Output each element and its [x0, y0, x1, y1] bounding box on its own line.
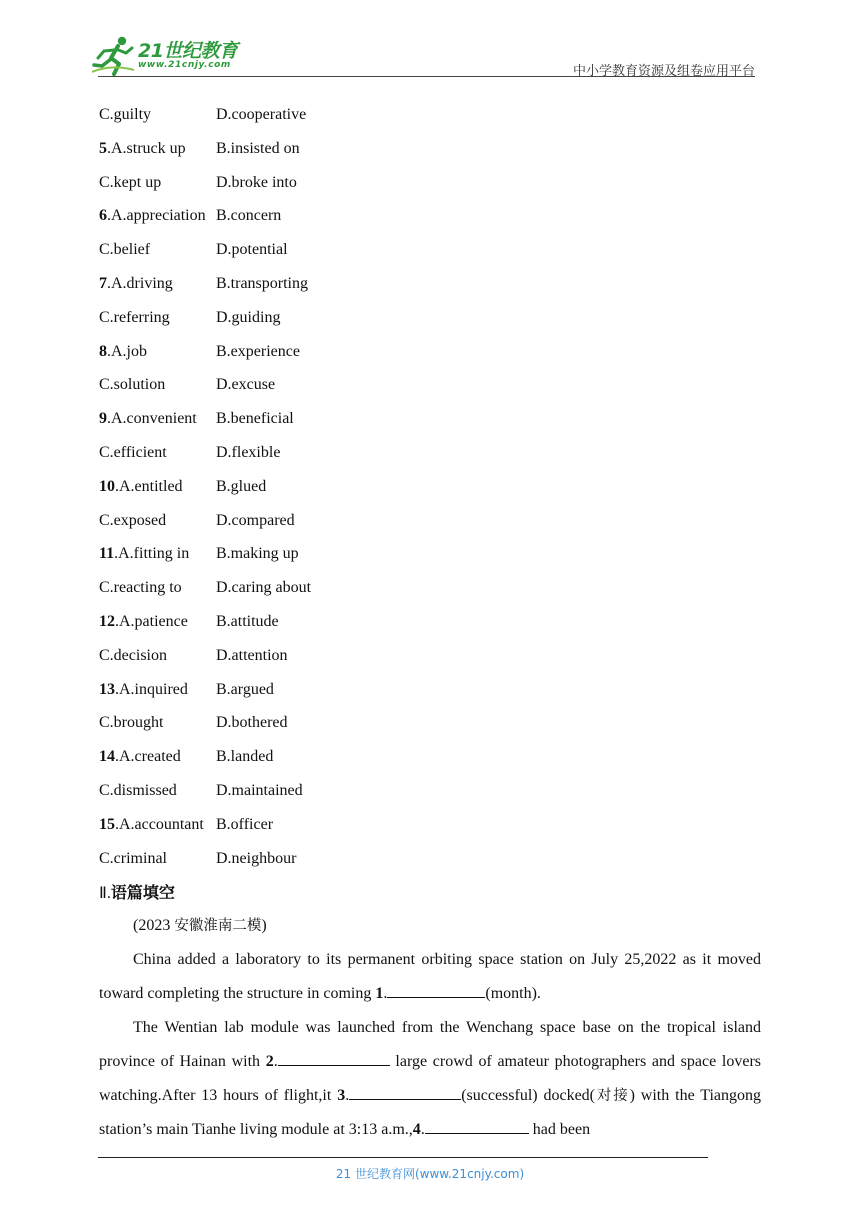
source-name: 安徽淮南二模	[174, 918, 262, 934]
question-number: 6	[99, 207, 107, 225]
option-left	[99, 679, 216, 701]
option-text: C.efficient	[99, 443, 167, 461]
section-title-text: 语篇填空	[110, 883, 175, 902]
option-row	[99, 408, 311, 442]
option-left	[99, 577, 216, 599]
running-man-logo-icon	[92, 34, 136, 76]
answer-blank-4[interactable]	[425, 1116, 529, 1134]
option-row	[99, 341, 311, 375]
option-text: C.exposed	[99, 511, 167, 529]
option-right: B.glued	[216, 477, 267, 495]
option-row	[99, 374, 311, 408]
option-right: D.maintained	[216, 781, 303, 799]
option-row	[99, 239, 311, 273]
option-row	[99, 442, 311, 476]
page-header	[0, 0, 860, 80]
option-left	[99, 645, 216, 667]
answer-options-list	[99, 104, 311, 881]
option-left	[99, 273, 216, 295]
question-number: 14	[99, 748, 115, 766]
footer-divider	[98, 1157, 708, 1158]
option-row	[99, 611, 311, 645]
option-row	[99, 577, 311, 611]
blank-number-2: 2	[265, 1052, 274, 1070]
blank-number-1: 1	[375, 984, 384, 1002]
question-number: 13	[99, 680, 115, 698]
option-text: .A.struck up	[107, 139, 186, 157]
option-right: D.potential	[216, 241, 288, 259]
option-right: D.guiding	[216, 308, 281, 326]
site-logo	[92, 34, 262, 76]
option-right: B.experience	[216, 342, 300, 360]
question-number: 11	[99, 545, 115, 563]
option-row	[99, 476, 311, 510]
option-left	[99, 138, 216, 160]
option-left	[99, 780, 216, 802]
option-text: C.reacting to	[99, 579, 182, 597]
option-right: D.caring about	[216, 579, 312, 597]
option-text: .A.accountant	[115, 815, 204, 833]
option-text: .A.job	[107, 342, 147, 360]
option-right: D.cooperative	[216, 106, 307, 123]
option-left	[99, 205, 216, 227]
option-right: B.argued	[216, 680, 274, 698]
option-row	[99, 645, 311, 679]
option-text: C.solution	[99, 376, 166, 394]
option-right: D.bothered	[216, 714, 288, 732]
option-right: B.concern	[216, 207, 282, 225]
option-row	[99, 543, 311, 577]
header-platform-text: 中小学教育资源及组卷应用平台	[572, 64, 755, 79]
option-text: .A.entitled	[115, 477, 183, 495]
passage-source: (2023 安徽淮南二模)	[133, 917, 267, 934]
option-left	[99, 712, 216, 734]
option-left	[99, 374, 216, 396]
option-left	[99, 341, 216, 363]
option-row	[99, 307, 311, 341]
question-number: 12	[99, 612, 115, 630]
option-row	[99, 679, 311, 713]
option-left	[99, 543, 216, 565]
option-left	[99, 307, 216, 329]
option-row	[99, 205, 311, 239]
option-text: .A.appreciation	[107, 207, 206, 225]
question-number: 10	[99, 477, 115, 495]
answer-blank-1[interactable]	[387, 980, 485, 998]
option-right: B.beneficial	[216, 410, 294, 428]
option-right: B.officer	[216, 815, 274, 833]
option-left	[99, 239, 216, 261]
option-row	[99, 814, 311, 848]
question-number: 9	[99, 410, 107, 428]
option-text: C.decision	[99, 646, 167, 664]
section-title	[99, 880, 175, 903]
option-left	[99, 510, 216, 532]
option-row	[99, 746, 311, 780]
option-row	[99, 138, 311, 172]
option-row	[99, 172, 311, 206]
page-footer: 21 世纪教育网(www.21cnjy.com)	[335, 1167, 525, 1181]
option-right: B.landed	[216, 748, 274, 766]
option-left	[99, 476, 216, 498]
option-row	[99, 273, 311, 307]
answer-blank-2[interactable]	[278, 1048, 390, 1066]
passage-paragraph-1: China added a laboratory to its permanent orbiting space station on July 25,2022 as it moved toward completing the structure in coming 1. (month).	[99, 951, 761, 1002]
option-left	[99, 746, 216, 768]
option-left	[99, 172, 216, 194]
option-row	[99, 104, 311, 138]
option-text: C.guilty	[99, 106, 152, 123]
option-left	[99, 408, 216, 430]
option-right: B.insisted on	[216, 139, 300, 157]
option-text: C.brought	[99, 714, 164, 732]
question-number: 8	[99, 342, 107, 360]
blank-number-3: 3	[337, 1086, 346, 1104]
answer-blank-3[interactable]	[349, 1082, 461, 1100]
option-text: C.referring	[99, 308, 170, 326]
logo-url: www.21cnjy.com	[138, 60, 231, 70]
option-right: B.transporting	[216, 274, 308, 292]
option-text: .A.inquired	[115, 680, 188, 698]
option-text: .A.fitting in	[114, 545, 190, 563]
option-text: C.criminal	[99, 849, 167, 867]
logo-text: 21世纪教育	[138, 40, 238, 62]
option-right: B.making up	[216, 545, 299, 563]
option-text: C.dismissed	[99, 781, 177, 799]
option-row	[99, 848, 311, 882]
option-text: .A.patience	[115, 612, 188, 630]
section-number: Ⅱ.	[99, 885, 111, 902]
option-left	[99, 442, 216, 464]
option-right: D.broke into	[216, 173, 297, 191]
option-row	[99, 712, 311, 746]
option-row	[99, 780, 311, 814]
option-text: .A.driving	[107, 274, 173, 292]
question-number: 5	[99, 139, 107, 157]
option-left	[99, 848, 216, 870]
option-text: .A.convenient	[107, 410, 197, 428]
option-right: D.neighbour	[216, 849, 297, 867]
question-number: 15	[99, 815, 115, 833]
option-right: B.attitude	[216, 612, 279, 630]
blank-number-4: 4	[412, 1121, 421, 1139]
passage-paragraph-2: The Wentian lab module was launched from the Wenchang space base on the tropical island province of Hainan with 2. large crowd of amateur photographers and space lovers watching.After 13 hours of flight,it 3. (successful) docked(对接) with the Tiangong station’s main Tianhe living module at 3:13 a.m.,4. had been	[99, 1019, 761, 1139]
option-text: .A.created	[115, 748, 181, 766]
option-text: C.kept up	[99, 173, 162, 191]
option-right: D.flexible	[216, 443, 281, 461]
option-left	[99, 104, 216, 126]
option-right: D.excuse	[216, 376, 276, 394]
header-divider	[98, 76, 755, 77]
question-number: 7	[99, 274, 107, 292]
option-left	[99, 611, 216, 633]
option-text: C.belief	[99, 241, 151, 259]
option-left	[99, 814, 216, 836]
option-right: D.compared	[216, 511, 295, 529]
option-right: D.attention	[216, 646, 288, 664]
option-row	[99, 510, 311, 544]
